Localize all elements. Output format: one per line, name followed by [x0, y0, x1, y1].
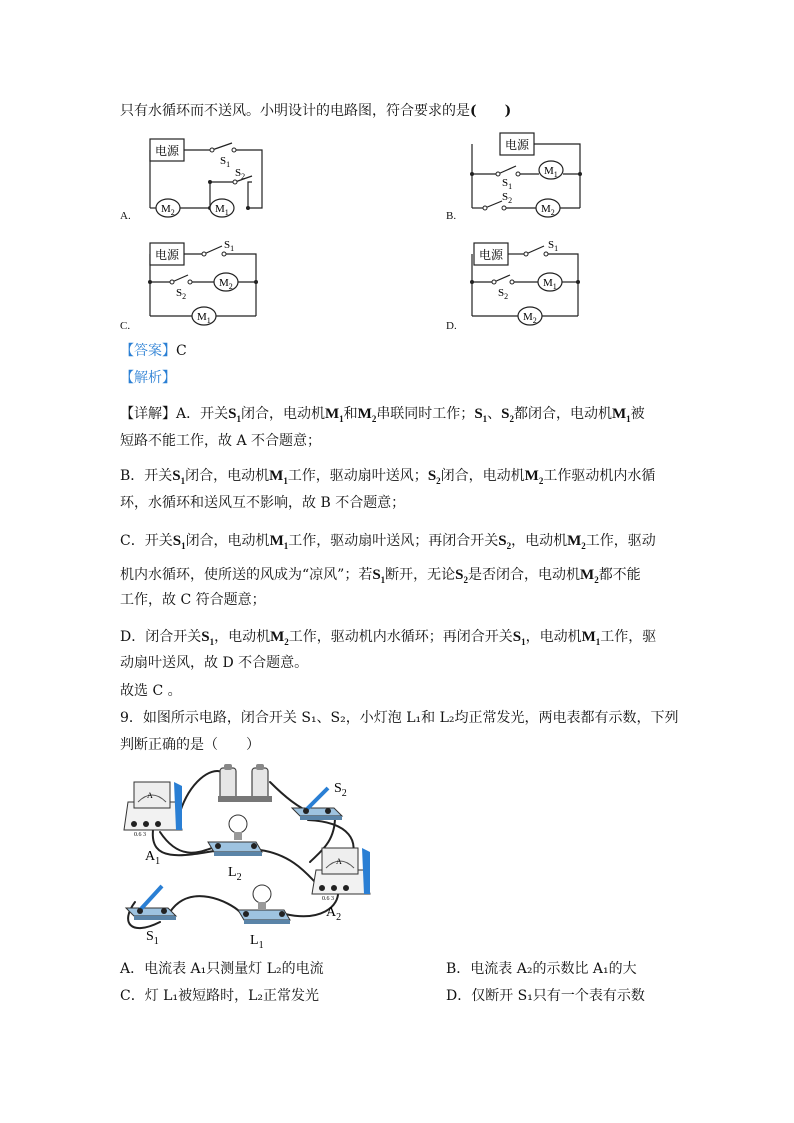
answer-value: C	[176, 343, 187, 359]
svg-text:0.6 3: 0.6 3	[134, 832, 146, 838]
q9-option-a: A．电流表 A₁只测量灯 L₂的电流	[120, 961, 324, 977]
detail-c-line3: 工作，故 C 符合题意；	[120, 592, 266, 608]
svg-text:0.6 3: 0.6 3	[322, 896, 334, 902]
detail-c-line2: 机内水循环，使所送的风成为“凉风”；若$S_1$断开，无论$S_2$是否闭合，电动机$M_2$都不能	[120, 567, 641, 585]
detail-a-line2: 短路不能工作，故 A 不合题意；	[120, 433, 322, 449]
svg-text:S1: $S_1$	[220, 155, 231, 169]
intro-line	[120, 100, 511, 122]
svg-text:L1: $L_1$	[250, 933, 264, 951]
circuit-diagram-c	[140, 236, 270, 332]
power-label-a: 电源	[154, 144, 180, 158]
power-label-c: 电源	[154, 248, 180, 262]
symbol-s2: $S_2$	[501, 406, 514, 424]
circuit-diagram-b	[462, 128, 592, 220]
svg-text:L2: $L_2$	[228, 865, 242, 883]
svg-text:A: A	[147, 791, 153, 800]
svg-text:S2: $S_2$	[176, 287, 187, 301]
svg-text:S1: $S_1$	[146, 929, 159, 947]
analysis-tag: 【解析】	[120, 370, 176, 386]
symbol-m2: $M_2$	[357, 406, 377, 424]
svg-text:M2: $M_2$	[541, 203, 555, 217]
svg-text:S2: $S_2$	[235, 167, 246, 181]
circuit-diagram-d	[462, 236, 592, 332]
ammeter-a2-icon	[312, 848, 370, 923]
svg-text:M1: $M_1$	[215, 203, 229, 217]
symbol-s1: $S_1$	[474, 406, 488, 424]
power-label-d: 电源	[478, 248, 504, 262]
detail-d-line1: D．闭合开关$S_1$，电动机$M_2$工作，驱动机内水循环；再闭合开关$S_1$，电动机$M_1$工作，驱	[120, 629, 657, 647]
circuit-label-d: D.	[446, 320, 457, 332]
svg-text:M1: $M_1$	[197, 311, 211, 325]
answer-line	[120, 340, 187, 362]
svg-text:M1: $M_1$	[544, 165, 558, 179]
switch-s2-icon	[292, 781, 347, 820]
svg-text:A1: $A_1$	[145, 849, 161, 867]
svg-text:S2: $S_2$	[334, 781, 347, 799]
svg-text:M1: $M_1$	[543, 277, 557, 291]
q9-circuit-illustration	[120, 762, 390, 952]
lamp-l1-icon	[238, 885, 290, 951]
svg-text:S2: $S_2$	[498, 287, 509, 301]
switch-s1-icon	[126, 886, 176, 947]
q9-option-b: B．电流表 A₂的示数比 A₁的大	[446, 961, 637, 977]
circuit-label-b: B.	[446, 210, 457, 222]
svg-text:S1: $S_1$	[502, 177, 513, 191]
answer-tag: 【答案】	[120, 343, 176, 359]
circuit-label-c: C.	[120, 320, 131, 332]
conclusion: 故选 C 。	[120, 683, 182, 699]
q9-line1: 9．如图所示电路，闭合开关 S₁、S₂，小灯泡 L₁和 L₂均正常发光，两电表都有示数，下列	[120, 710, 679, 726]
q9-line2: 判断正确的是（ ）	[120, 737, 260, 753]
svg-text:S1: $S_1$	[548, 239, 559, 253]
detail-b-line2: 环，水循环和送风互不影响，故 B 不合题意；	[120, 495, 406, 511]
intro-bracket: ( )	[470, 103, 512, 119]
svg-text:M2: $M_2$	[161, 203, 175, 217]
svg-text:M2: $M_2$	[219, 277, 233, 291]
symbol-s1: $S_1$	[228, 406, 241, 424]
detail-a-line1: 【详解】A．开关$S_1$闭合，电动机$M_1$和$M_2$串联同时工作；$S_1$、$S_2$都闭合，电动机$M_1$被	[120, 406, 645, 424]
svg-text:A2: $A_2$	[326, 905, 342, 923]
power-label-b: 电源	[504, 138, 530, 152]
symbol-m1: $M_1$	[324, 406, 344, 424]
intro-text: 只有水循环而不送风。小明设计的电路图，符合要求的是	[120, 103, 470, 119]
svg-text:S1: $S_1$	[224, 239, 235, 253]
battery-icon	[218, 764, 272, 802]
q9-option-d: D．仅断开 S₁只有一个表有示数	[446, 988, 645, 1004]
circuit-label-a: A.	[120, 210, 131, 222]
detail-c-line1: C．开关$S_1$闭合，电动机$M_1$工作，驱动扇叶送风；再闭合开关$S_2$，电动机$M_2$工作，驱动	[120, 533, 656, 551]
lamp-l2-icon	[208, 815, 262, 883]
svg-text:A: A	[336, 857, 342, 866]
detail-d-line2: 动扇叶送风，故 D 不合题意。	[120, 655, 309, 671]
detail-b-line1: B．开关$S_1$闭合，电动机$M_1$工作，驱动扇叶送风；$S_2$闭合，电动机$M_2$工作驱动机内水循	[120, 468, 656, 486]
svg-text:M2: $M_2$	[523, 311, 537, 325]
detail-tag: 【详解】	[120, 406, 176, 422]
svg-text:S2: $S_2$	[502, 191, 513, 205]
symbol-m1: $M_1$	[612, 406, 631, 424]
q9-option-c: C．灯 L₁被短路时，L₂正常发光	[120, 988, 319, 1004]
circuit-diagram-a	[140, 132, 270, 222]
